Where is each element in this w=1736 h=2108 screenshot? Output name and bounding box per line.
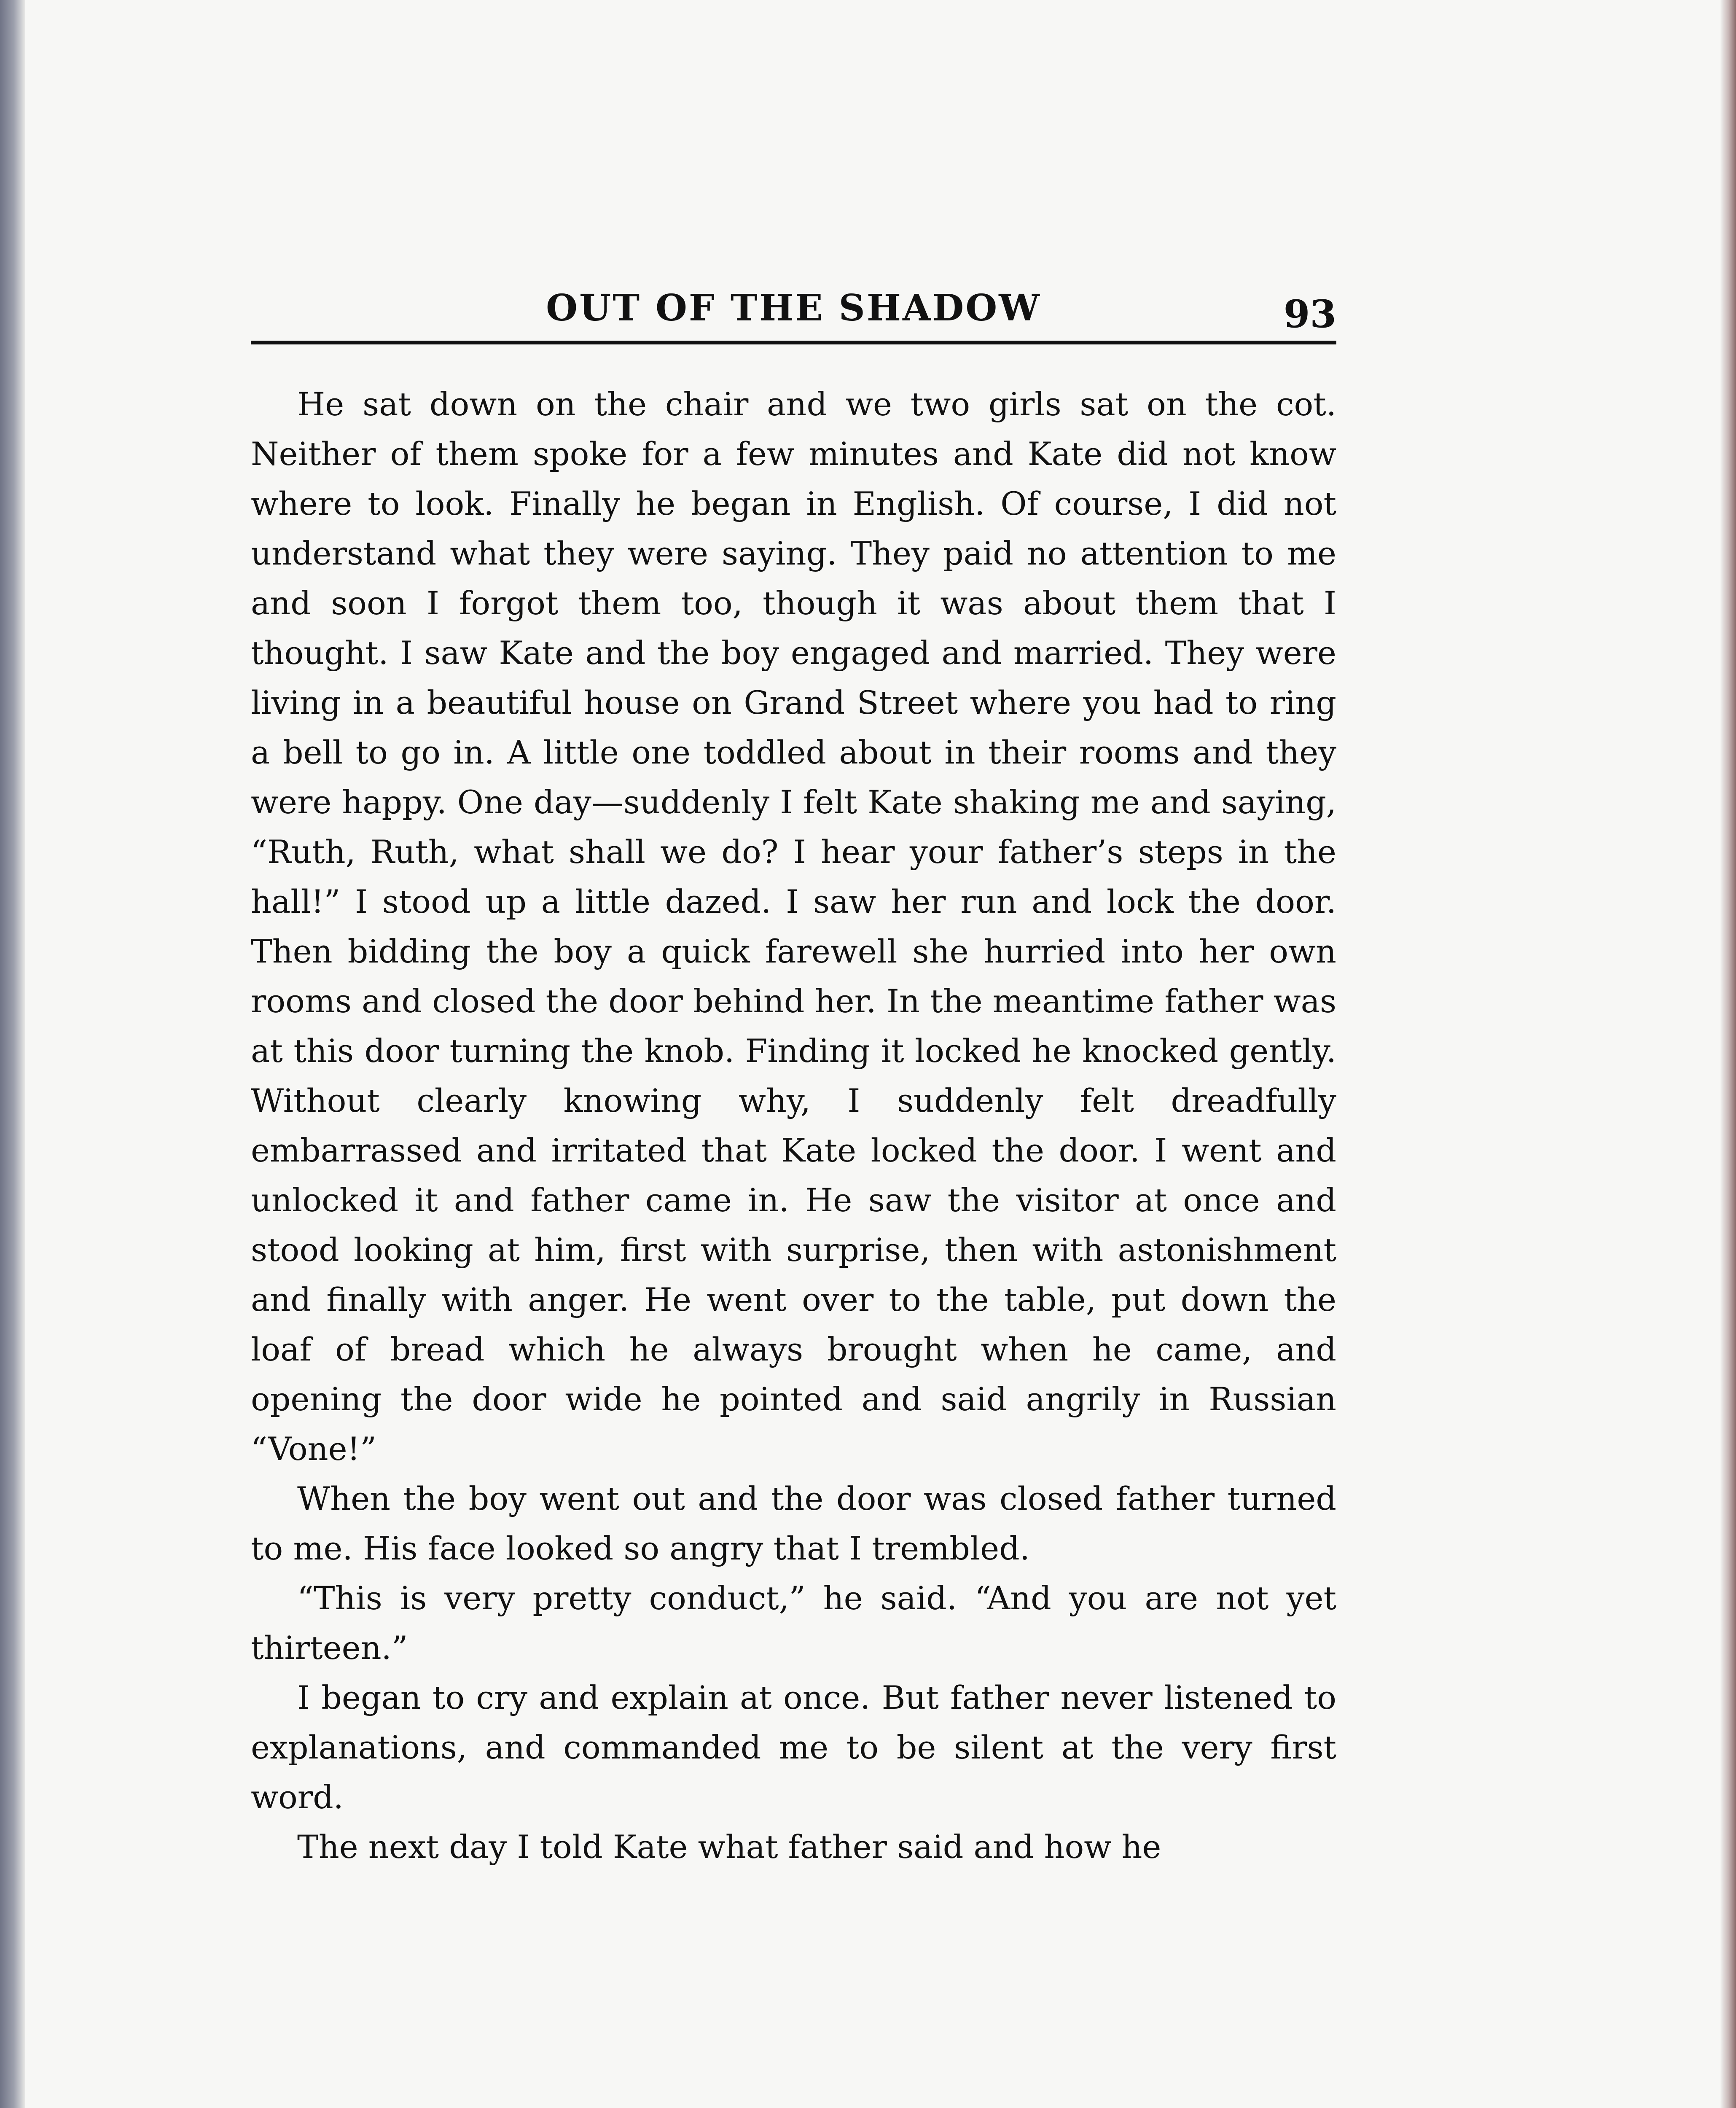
page-number: 93 [1283, 292, 1336, 336]
book-edge-left [0, 0, 25, 2108]
paragraph: “This is very pretty conduct,” he said. “And you are not yet thirteen.” [251, 1579, 1336, 1667]
book-edge-right [1721, 0, 1736, 2108]
paragraph: The next day I told Kate what father said and how he [297, 1828, 1161, 1866]
running-header [251, 287, 1336, 337]
paragraph: I began to cry and explain at once. But father never listened to explanations, and commanded me to be silent at the very first word. [251, 1679, 1336, 1816]
paragraph: He sat down on the chair and we two girls sat on the cot. Neither of them spoke for a few minutes and Kate did not know where to look. Finally he began in English. Of course, I did not understand what they were saying. They paid no attention to me and soon I forgot them too, though it was about them that I thought. I saw Kate and the boy engaged and married. They were living in a beautiful house on Grand Street where you had to ring a bell to go in. A little one toddled about in their rooms and they were happy. One day—suddenly I felt Kate shaking me and saying, “Ruth, Ruth, what shall we do? I hear your father’s steps in the hall!” I stood up a little dazed. I saw her run and lock the door. Then bidding the boy a quick farewell she hurried into her own rooms and closed the door behind her. In the meantime father was at this door turning the knob. Finding it locked he knocked gently. Without clearly knowing why, I suddenly felt dreadfully embarrassed and irritated that Kate locked the door. I went and unlocked it and father came in. He saw the visitor at once and stood looking at him, first with surprise, then with astonishment and finally with anger. He went over to the table, put down the loaf of bread which he always brought when he came, and opening the door wide he pointed and said angrily in Russian “Vone!” [251, 385, 1336, 1468]
running-title: OUT OF THE SHADOW [546, 287, 1041, 329]
header-rule [251, 341, 1336, 344]
body-text [251, 379, 1336, 1872]
paragraph: When the boy went out and the door was closed father turned to me. His face looked so angry that I trembled. [251, 1480, 1336, 1567]
